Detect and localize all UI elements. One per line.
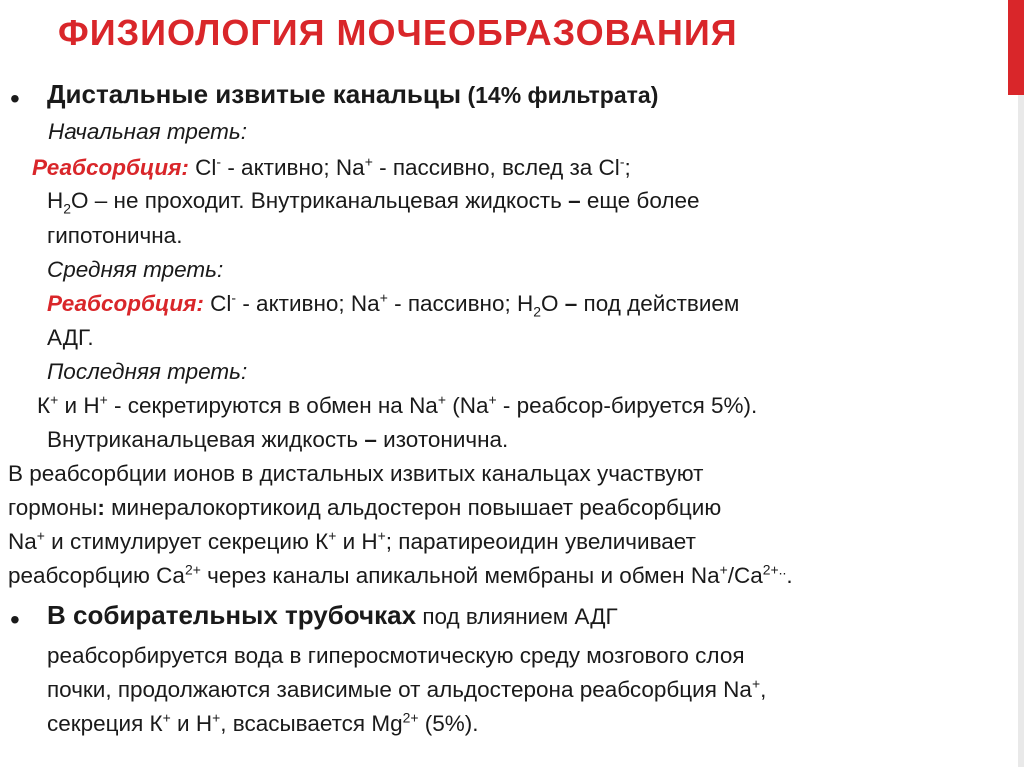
bullet-marker: •	[10, 604, 20, 635]
text-line-11: Внутриканальцевая жидкость – изотонична.	[47, 427, 509, 452]
section-heading-collecting	[47, 602, 618, 629]
section-heading-distal	[47, 81, 658, 108]
label-reabsorption: Реабсорбция:	[32, 155, 189, 180]
text-line-10: К+ и Н+ - секретируются в обмен на Na+ (Na+ - реабсор-бируется 5%).	[37, 391, 758, 418]
text-line-13: гормоны: минералокортикоид альдостерон повышает реабсорбцию	[8, 495, 722, 520]
corner-accent	[1008, 0, 1024, 95]
bullet-marker: •	[10, 83, 20, 114]
heading-main: Дистальные извитые канальцы	[47, 79, 462, 109]
text-line-14: Na+ и стимулирует секрецию К+ и Н+; паратиреоидин увеличивает	[8, 527, 696, 554]
text-line-4: $H_2O$ – не проходит. Внутриканальцевая жидкость – еще более	[47, 188, 700, 217]
page-title: ФИЗИОЛОГИЯ МОЧЕОБРАЗОВАНИЯ	[58, 12, 738, 53]
text-line-12: В реабсорбции ионов в дистальных извитых канальцах участвуют	[8, 461, 704, 486]
text-line-3: Реабсорбция: Cl- - активно; Na+ - пассивно, вслед за Cl-;	[32, 153, 631, 180]
text-line-17: реабсорбируется вода в гиперосмотическую среду мозгового слоя	[47, 643, 745, 668]
text-line-15: реабсорбцию $Ca^{2+}$ через каналы апикальной мембраны и обмен $Na^+/Ca^{2+..}$.	[8, 561, 793, 588]
subheading-last-third: Последняя треть:	[47, 359, 248, 384]
text-line-7: Реабсорбция: Cl- - активно; Na+ - пассивно; $H_2O$ – под действием	[47, 289, 740, 320]
label-reabsorption: Реабсорбция:	[47, 291, 204, 316]
heading-rest: под влиянием АДГ	[416, 604, 618, 629]
side-stripe	[1018, 0, 1024, 767]
text-line-18: почки, продолжаются зависимые от альдостерона реабсорбция Na+,	[47, 675, 767, 702]
text-line-19: секреция К+ и Н+, всасывается $Mg^{2+}$ (5%).	[47, 709, 479, 736]
heading-paren: (14% фильтрата)	[461, 82, 659, 108]
heading-main: В собирательных трубочках	[47, 600, 417, 630]
text-line-8: АДГ.	[47, 325, 94, 350]
corner-decoration	[1008, 0, 1024, 767]
subheading-middle-third: Средняя треть:	[47, 257, 224, 282]
subheading-initial-third: Начальная треть:	[48, 119, 247, 144]
text-line-5: гипотонична.	[47, 223, 183, 248]
